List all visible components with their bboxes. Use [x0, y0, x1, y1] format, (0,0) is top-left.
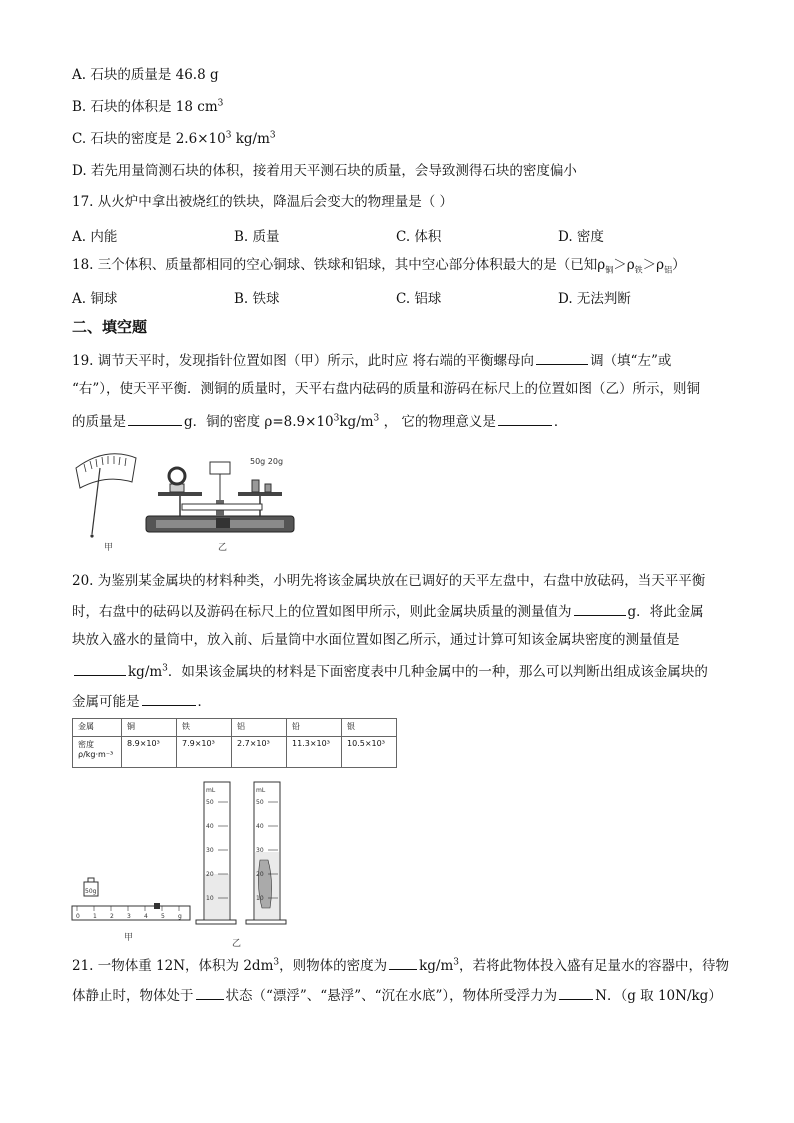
q19-blank-mass[interactable] [128, 411, 182, 426]
density-table [72, 718, 397, 768]
q20-blank-density[interactable] [74, 661, 126, 676]
q19-l1-post: 调（填“左”或 [590, 353, 672, 369]
q21-blank-state[interactable] [196, 985, 224, 1000]
q16-option-a: A. 石块的质量是 46.8 g [72, 67, 219, 83]
q21-l1-unit: kg/m [419, 958, 454, 974]
pointer-scale-diagram [76, 454, 136, 538]
q16-b-text: B. 石块的体积是 18 cm [72, 99, 218, 115]
ruler-tick-label: 3 [127, 913, 131, 920]
cylinder-mark-label: 40 [206, 823, 214, 830]
table-header-cell: 银 [342, 719, 397, 737]
q21-l2-pre: 体静止时，物体处于 [72, 988, 194, 1004]
density-table-row [73, 737, 397, 768]
q21-line-2 [72, 985, 722, 1005]
cylinder-mark-label: 50 [256, 799, 264, 806]
q19-line-2: “右”），使天平平衡．测铜的质量时，天平右盘内砝码的质量和游码在标尺上的位置如图（乙）所示，则铜 [72, 381, 701, 397]
q20-caption-yi: 乙 [232, 939, 242, 949]
ruler-tick-label: 0 [76, 913, 80, 920]
q19-line-1 [72, 350, 671, 370]
q18-stem [72, 256, 686, 274]
q19-line-3 [72, 411, 567, 431]
q20-l5-pre: 金属可能是 [72, 694, 140, 710]
q16-c-text: C. 石块的密度是 2.6×10 [72, 131, 226, 147]
q16-c-sup1: 3 [225, 130, 232, 141]
cylinder-mark-label: 20 [256, 871, 264, 878]
q19-figure [70, 440, 310, 552]
weights-label: 50g 20g [250, 457, 284, 466]
q21-l1-post: ，若将此物体投入盛有足量水的容器中，待物 [459, 958, 730, 974]
q16-c-unit: kg/m [231, 131, 270, 147]
q18-sub-iron: 铁 [634, 265, 643, 275]
q18-option-d: D. 无法判断 [558, 291, 631, 307]
q20-caption-jia: 甲 [124, 933, 134, 943]
cylinder-before [196, 782, 236, 924]
q21-l1-pre: 21. 一物体重 12N，体积为 2dm [72, 958, 274, 974]
q20-line-4 [72, 661, 708, 681]
q18-option-a: A. 铜球 [72, 291, 118, 307]
q21-l1-mid: ，则物体的密度为 [279, 958, 388, 974]
ruler-tick-label: 5 [161, 913, 165, 920]
q20-line-1: 20. 为鉴别某金属块的材料种类，小明先将该金属块放在已调好的天平左盘中，右盘中放砝码，当天平平衡 [72, 573, 706, 589]
table-header-cell: 铅 [287, 719, 342, 737]
cylinder-mark-label: 30 [206, 847, 214, 854]
q19-caption-yi: 乙 [218, 543, 228, 553]
q21-blank-density[interactable] [389, 955, 417, 970]
table-cell: 10.5×10³ [342, 737, 397, 768]
table-cell: 7.9×10³ [177, 737, 232, 768]
q19-l3-kg: kg/m [339, 414, 374, 430]
q19-l3-density: g．铜的密度 ρ=8.9×10 [184, 414, 334, 430]
q20-l5-end: ． [197, 694, 211, 710]
q18-sub-copper: 铜 [605, 265, 614, 275]
q19-caption-jia: 甲 [104, 543, 114, 553]
q18-sub-aluminium: 铝 [664, 265, 673, 275]
q16-b-sup: 3 [217, 98, 224, 109]
q18-option-c: C. 铝球 [396, 291, 442, 307]
q18-gt2: ＞ρ [642, 257, 665, 273]
cylinder-mark-label: 20 [206, 871, 214, 878]
mass-weight [84, 878, 98, 896]
cylinder-unit-before: mL [206, 787, 216, 794]
q21-l2-mid: 状态（“漂浮”、“悬浮”、“沉在水底”），物体所受浮力为 [225, 988, 558, 1004]
q19-l3-pre: 的质量是 [72, 414, 126, 430]
q21-sup1: 3 [273, 957, 280, 968]
q21-l2-post: N．（g 取 10N/kg） [595, 988, 722, 1004]
q16-option-c [72, 130, 276, 148]
ruler-tick-label: g [178, 913, 182, 920]
q19-l1-text: 19. 调节天平时，发现指针位置如图（甲）所示，此时应 将右端的平衡螺母向 [72, 353, 535, 369]
q20-l4-unit: kg/m [128, 664, 163, 680]
table-header-cell: 铁 [177, 719, 232, 737]
q21-sup2: 3 [453, 957, 460, 968]
q17-option-c: C. 体积 [396, 229, 442, 245]
q21-blank-buoyancy[interactable] [559, 985, 593, 1000]
cylinder-mark-label: 50 [206, 799, 214, 806]
q17-stem: 17. 从火炉中拿出被烧红的铁块，降温后会变大的物理量是（ ） [72, 194, 454, 210]
cylinder-after [246, 782, 286, 924]
q17-option-b: B. 质量 [234, 229, 280, 245]
table-header-cell: 铜 [122, 719, 177, 737]
q16-option-b [72, 98, 223, 116]
balance-diagram [146, 457, 294, 532]
density-table-header [73, 719, 397, 737]
q19-blank-direction[interactable] [536, 350, 588, 365]
q20-blank-mass[interactable] [574, 601, 626, 616]
slider-ruler [72, 903, 190, 920]
q17-option-d: D. 密度 [558, 229, 604, 245]
q16-c-sup2: 3 [269, 130, 276, 141]
q19-sup2: 3 [373, 413, 380, 424]
cylinder-mark-label: 10 [256, 895, 264, 902]
q20-l2-post: g．将此金属 [627, 604, 704, 620]
cylinder-mark-label: 40 [256, 823, 264, 830]
q19-blank-meaning[interactable] [498, 411, 552, 426]
row-label-unit: ρ/kg·m⁻³ [78, 750, 114, 759]
table-row-label [73, 737, 122, 768]
q20-line-2 [72, 601, 704, 621]
table-cell: 8.9×10³ [122, 737, 177, 768]
cylinder-mark-label: 10 [206, 895, 214, 902]
q20-l4-sup: 3 [162, 663, 168, 674]
q16-option-d: D. 若先用量筒测石块的体积，接着用天平测石块的质量，会导致测得石块的密度偏小 [72, 163, 577, 179]
weight-50g-label: 50g [85, 888, 97, 895]
q17-option-a: A. 内能 [72, 229, 118, 245]
q20-figure [70, 776, 290, 936]
table-cell: 11.3×10³ [287, 737, 342, 768]
table-cell: 2.7×10³ [232, 737, 287, 768]
row-label-text: 密度 [78, 740, 94, 749]
q18-option-b: B. 铁球 [234, 291, 280, 307]
q20-l4-post: ．如果该金属块的材料是下面密度表中几种金属中的一种，那么可以判断出组成该金属块的 [167, 664, 708, 680]
q19-sup1: 3 [333, 413, 340, 424]
q20-line-5 [72, 691, 211, 711]
ruler-tick-label: 2 [110, 913, 114, 920]
cylinder-mark-label: 30 [256, 847, 264, 854]
q20-line-3: 块放入盛水的量筒中，放入前、后量筒中水面位置如图乙所示，通过计算可知该金属块密度的测量值是 [72, 632, 680, 648]
q18-stem-text: 18. 三个体积、质量都相同的空心铜球、铁球和铝球，其中空心部分体积最大的是（已知ρ [72, 257, 606, 273]
section-title: 二、填空题 [72, 318, 148, 336]
q18-gt1: ＞ρ [613, 257, 635, 273]
ruler-tick-label: 1 [93, 913, 97, 920]
q21-line-1 [72, 955, 729, 975]
q19-l3-mid: ， 它的物理意义是 [379, 414, 496, 430]
q19-l3-end: ． [553, 414, 568, 430]
q18-close: ） [672, 257, 686, 273]
table-header-cell: 铝 [232, 719, 287, 737]
q20-l2-pre: 时，右盘中的砝码以及游码在标尺上的位置如图甲所示，则此金属块质量的测量值为 [72, 604, 572, 620]
table-header-cell: 金属 [73, 719, 122, 737]
ruler-tick-label: 4 [144, 913, 148, 920]
q20-blank-metal[interactable] [142, 691, 196, 706]
cylinder-unit-after: mL [256, 787, 266, 794]
